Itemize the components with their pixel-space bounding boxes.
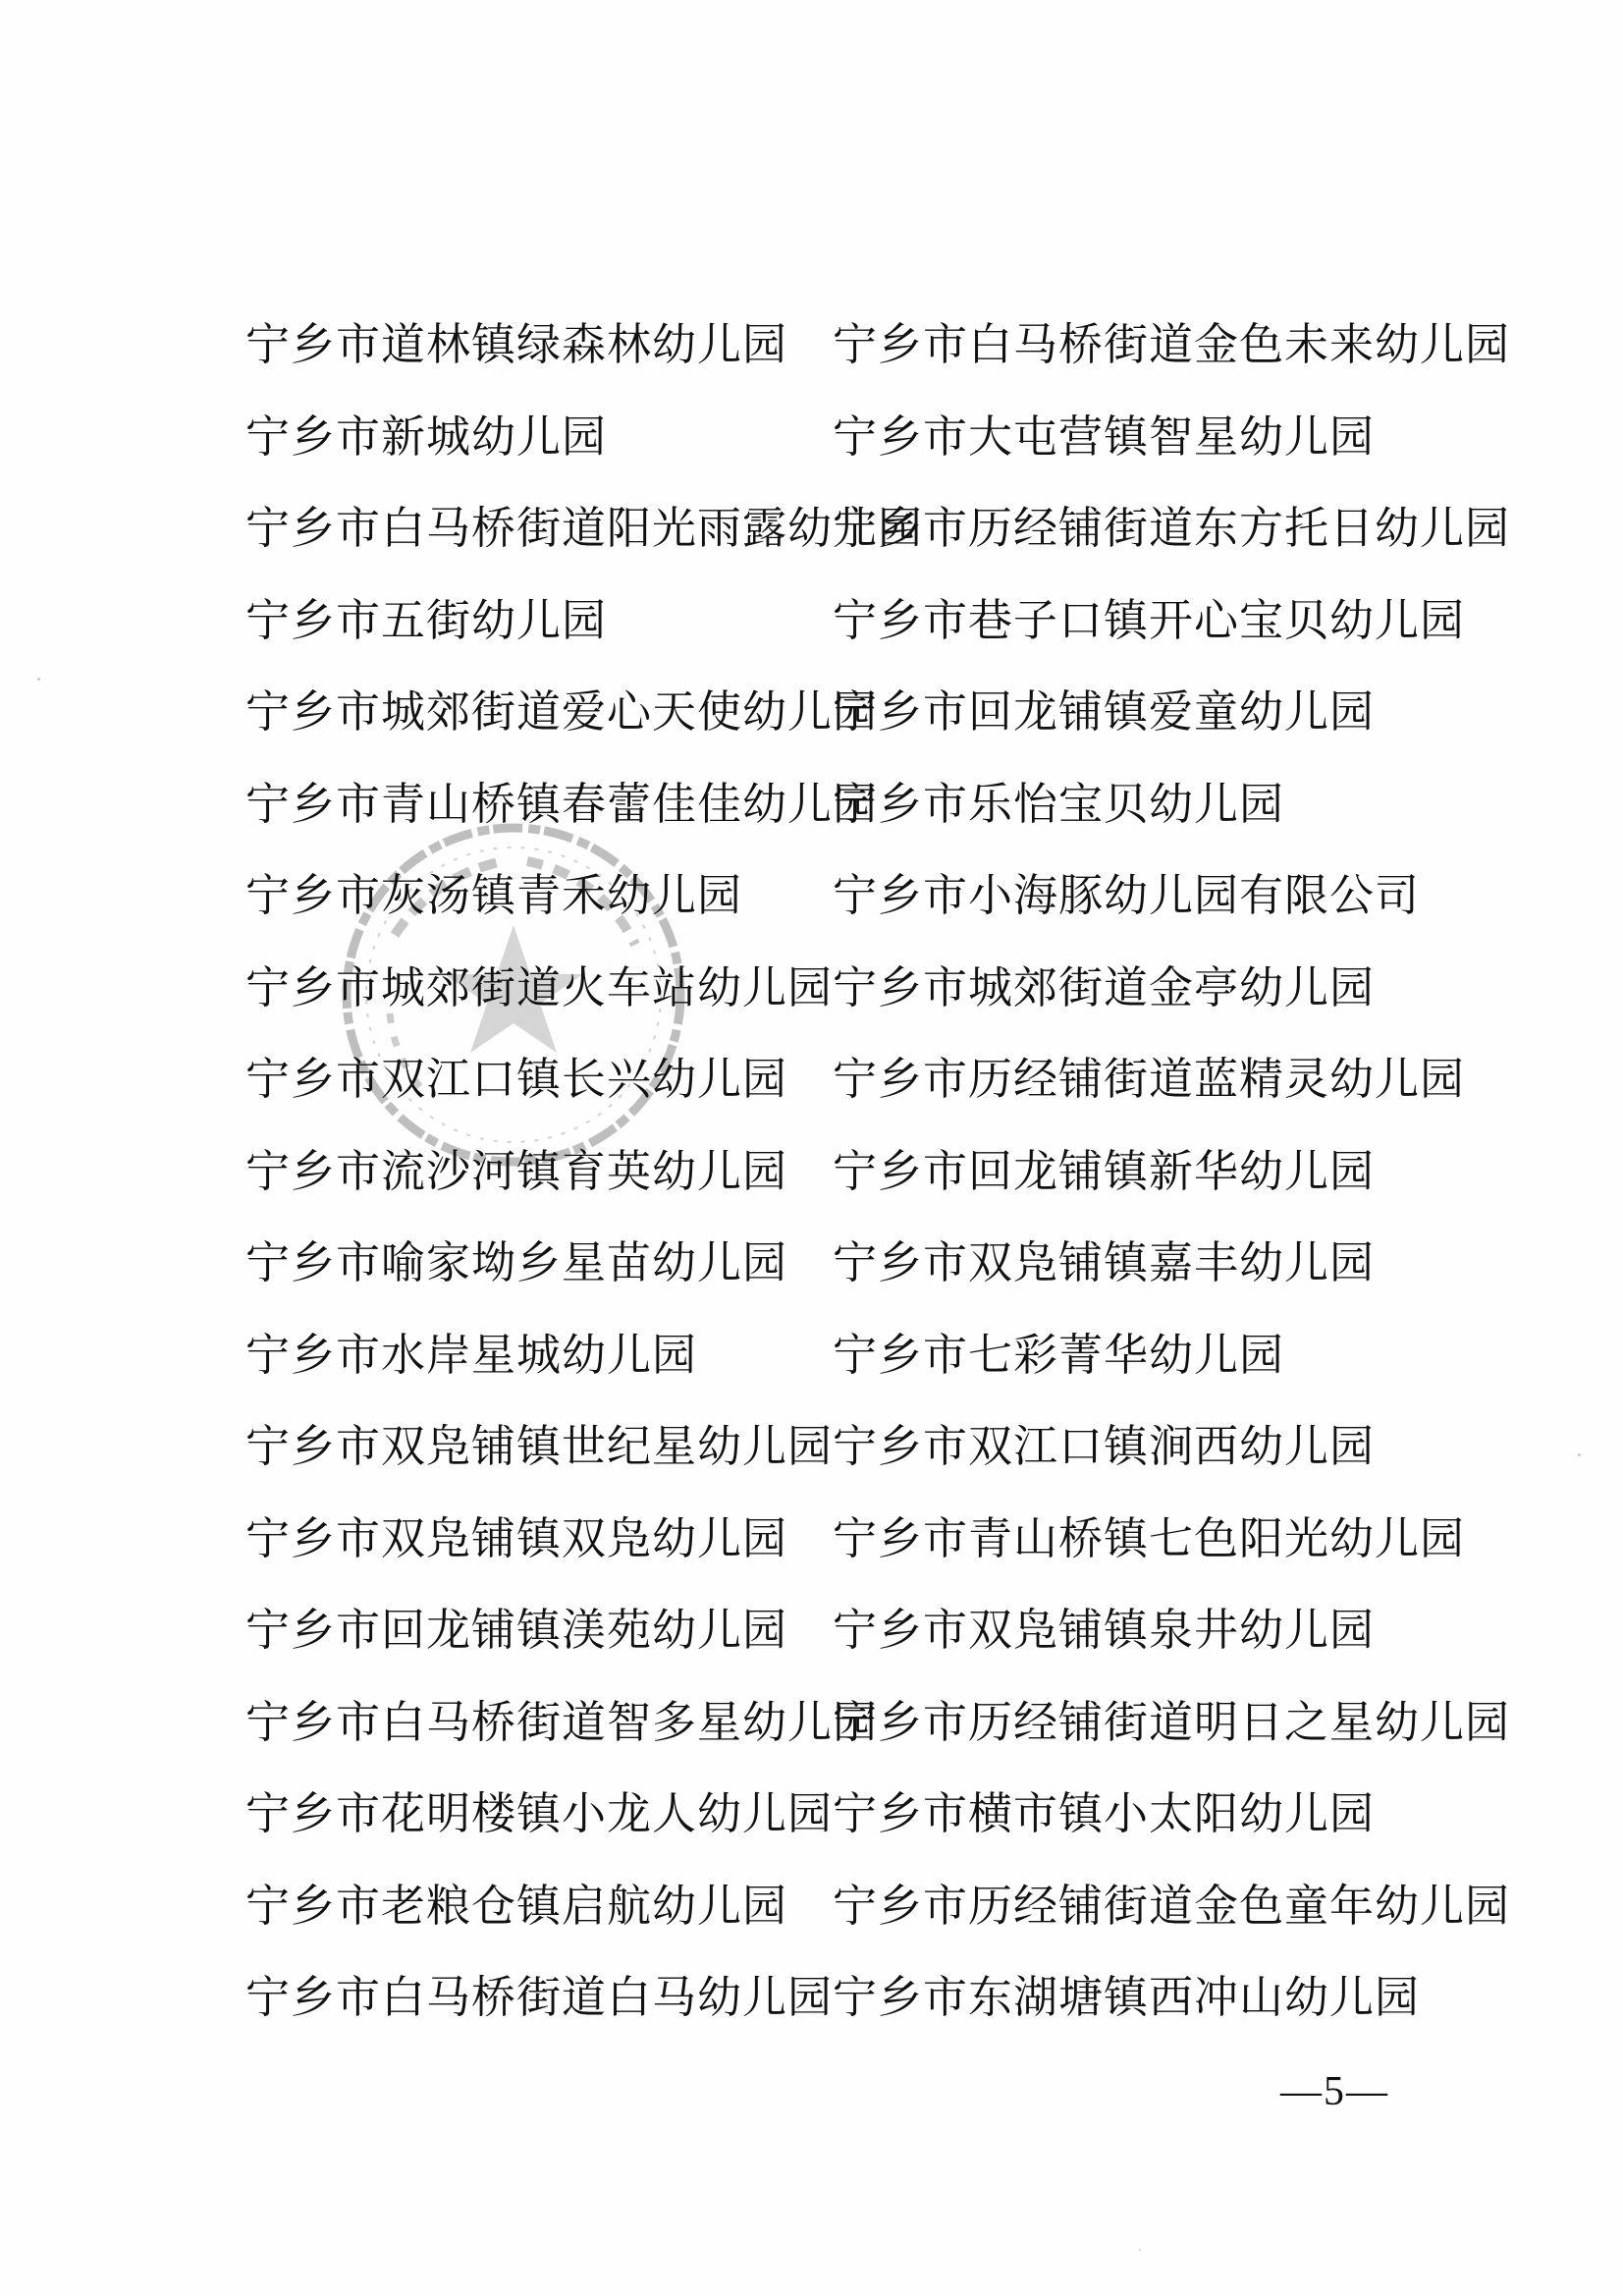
list-item: 宁乡市流沙河镇育英幼儿园 bbox=[245, 1144, 788, 1197]
list-item: 宁乡市白马桥街道白马幼儿园 bbox=[245, 1971, 834, 2023]
list-item: 宁乡市双凫铺镇世纪星幼儿园 bbox=[245, 1420, 834, 1472]
list-item: 宁乡市巷子口镇开心宝贝幼儿园 bbox=[833, 593, 1466, 646]
list-item: 宁乡市城郊街道火车站幼儿园 bbox=[245, 960, 834, 1013]
list-item: 宁乡市小海豚幼儿园有限公司 bbox=[833, 869, 1421, 921]
list-item: 宁乡市双凫铺镇泉井幼儿园 bbox=[833, 1604, 1376, 1656]
list-item: 宁乡市历经铺街道明日之星幼儿园 bbox=[833, 1695, 1511, 1748]
list-item: 宁乡市回龙铺镇新华幼儿园 bbox=[833, 1144, 1376, 1197]
list-item: 宁乡市历经铺街道东方托日幼儿园 bbox=[833, 502, 1511, 554]
list-item: 宁乡市白马桥街道金色未来幼儿园 bbox=[833, 318, 1511, 370]
list-item: 宁乡市历经铺街道金色童年幼儿园 bbox=[833, 1879, 1511, 1932]
list-item: 宁乡市城郊街道爱心天使幼儿园 bbox=[245, 685, 879, 738]
list-item: 宁乡市五街幼儿园 bbox=[245, 593, 608, 646]
list-item: 宁乡市双江口镇长兴幼儿园 bbox=[245, 1053, 788, 1105]
left-column bbox=[245, 304, 924, 2050]
list-item: 宁乡市白马桥街道阳光雨露幼儿园 bbox=[245, 502, 924, 554]
list-item: 宁乡市历经铺街道蓝精灵幼儿园 bbox=[833, 1053, 1466, 1105]
list-item: 宁乡市双凫铺镇嘉丰幼儿园 bbox=[833, 1236, 1376, 1288]
list-item: 宁乡市喻家坳乡星苗幼儿园 bbox=[245, 1236, 788, 1288]
list-item: 宁乡市青山桥镇春蕾佳佳幼儿园 bbox=[245, 777, 879, 830]
list-item: 宁乡市花明楼镇小龙人幼儿园 bbox=[245, 1787, 834, 1839]
list-item: 宁乡市灰汤镇青禾幼儿园 bbox=[245, 869, 743, 921]
list-item: 宁乡市大屯营镇智星幼儿园 bbox=[833, 410, 1376, 463]
list-item: 宁乡市回龙铺镇渼苑幼儿园 bbox=[245, 1604, 788, 1656]
list-item: 宁乡市道林镇绿森林幼儿园 bbox=[245, 318, 788, 370]
scan-speck bbox=[1578, 1453, 1581, 1456]
list-item: 宁乡市新城幼儿园 bbox=[245, 410, 608, 463]
list-item: 宁乡市东湖塘镇西冲山幼儿园 bbox=[833, 1971, 1421, 2023]
right-column bbox=[833, 304, 1511, 2050]
list-item: 宁乡市七彩菁华幼儿园 bbox=[833, 1328, 1285, 1381]
scan-speck bbox=[37, 678, 40, 681]
list-item: 宁乡市水岸星城幼儿园 bbox=[245, 1328, 698, 1381]
page-number: —5— bbox=[1280, 2069, 1389, 2114]
list-item: 宁乡市横市镇小太阳幼儿园 bbox=[833, 1787, 1376, 1839]
list-item: 宁乡市老粮仓镇启航幼儿园 bbox=[245, 1879, 788, 1932]
list-item: 宁乡市双江口镇涧西幼儿园 bbox=[833, 1420, 1376, 1472]
list-item: 宁乡市乐怡宝贝幼儿园 bbox=[833, 777, 1285, 830]
list-item: 宁乡市城郊街道金亭幼儿园 bbox=[833, 960, 1376, 1013]
scan-speck bbox=[1139, 2249, 1141, 2251]
list-item: 宁乡市白马桥街道智多星幼儿园 bbox=[245, 1695, 879, 1748]
list-item: 宁乡市双凫铺镇双凫幼儿园 bbox=[245, 1511, 788, 1564]
list-item: 宁乡市回龙铺镇爱童幼儿园 bbox=[833, 685, 1376, 738]
list-item: 宁乡市青山桥镇七色阳光幼儿园 bbox=[833, 1511, 1466, 1564]
